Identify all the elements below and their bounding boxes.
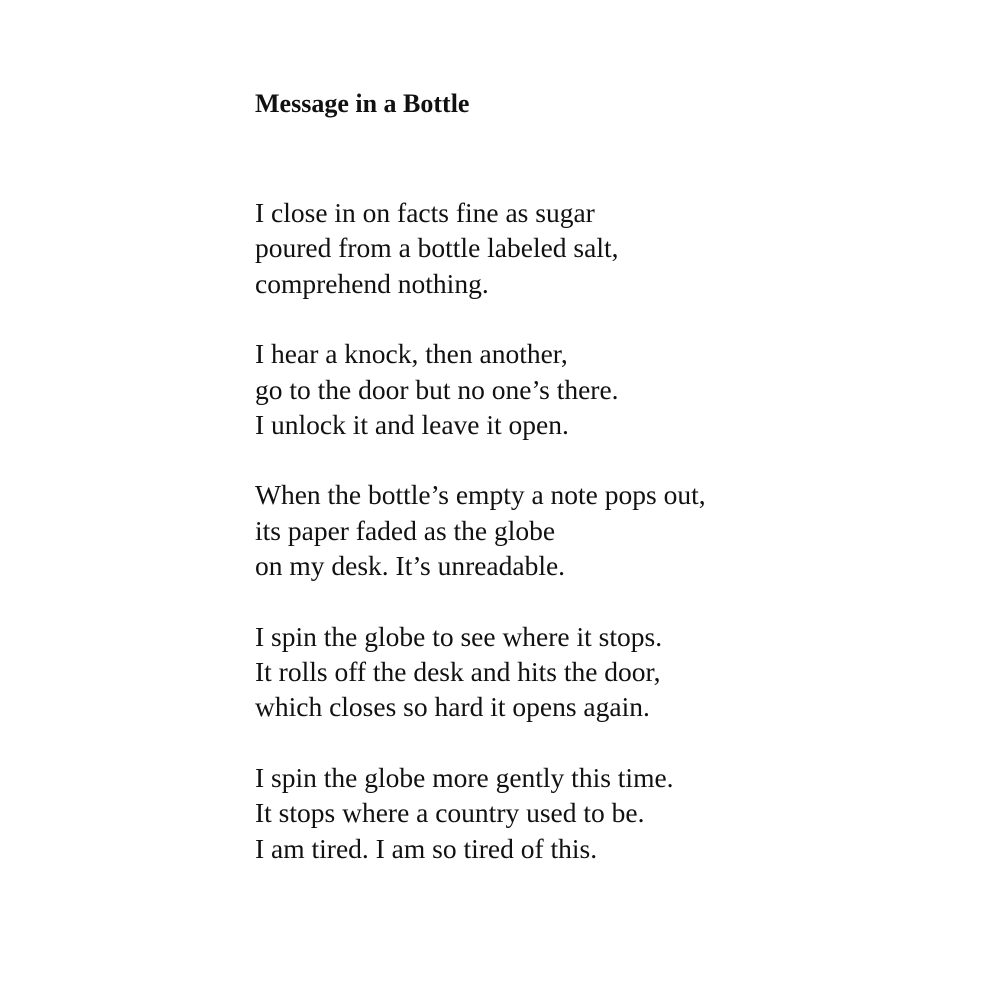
poem-line: I close in on facts fine as sugar bbox=[255, 197, 595, 228]
stanza bbox=[255, 760, 855, 866]
poem-line: go to the door but no one’s there. bbox=[255, 373, 619, 405]
stanza bbox=[255, 477, 855, 583]
poem-line: I unlock it and leave it open. bbox=[255, 409, 569, 441]
poem-line: It rolls off the desk and hits the door, bbox=[255, 656, 661, 688]
stanza bbox=[255, 619, 855, 725]
poem-line: which closes so hard it opens again. bbox=[255, 691, 650, 723]
poem-line: on my desk. It’s unreadable. bbox=[255, 550, 566, 582]
poem-line: comprehend nothing. bbox=[255, 267, 489, 299]
stanza bbox=[255, 336, 855, 442]
poem-line: poured from a bottle labeled salt, bbox=[255, 232, 619, 264]
poem-line: I hear a knock, then another, bbox=[255, 338, 568, 370]
poem-body bbox=[255, 195, 855, 866]
poem bbox=[255, 86, 855, 866]
poem-line: its paper faded as the globe bbox=[255, 514, 556, 546]
poem-line: I am tired. I am so tired of this. bbox=[255, 832, 598, 864]
poem-line: It stops where a country used to be. bbox=[255, 797, 645, 829]
stanza bbox=[255, 195, 855, 301]
poem-line: I spin the globe more gently this time. bbox=[255, 761, 674, 793]
poem-line: When the bottle’s empty a note pops out, bbox=[255, 479, 706, 511]
poem-title: Message in a Bottle bbox=[255, 89, 470, 118]
poem-line: I spin the globe to see where it stops. bbox=[255, 620, 663, 652]
